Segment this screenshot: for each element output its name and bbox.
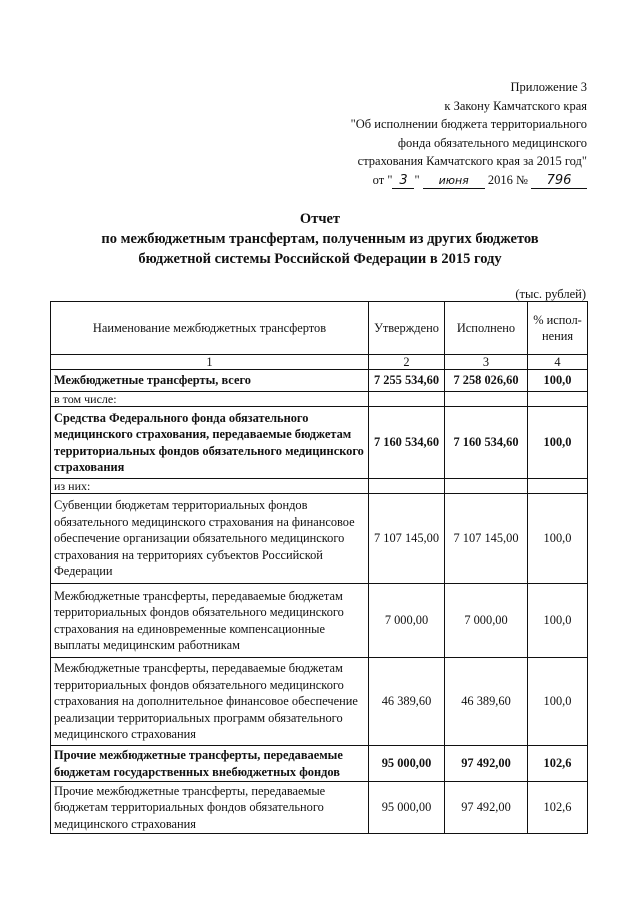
row-executed: 97 492,00	[445, 746, 528, 782]
table-row	[51, 494, 588, 584]
row-executed: 7 107 145,00	[445, 494, 528, 584]
row-approved: 7 160 534,60	[369, 407, 445, 479]
handwritten-day: 3	[399, 172, 408, 188]
table-row	[51, 584, 588, 658]
row-executed: 7 258 026,60	[445, 370, 528, 392]
title-line-1: Отчет	[299, 211, 341, 227]
table-row	[51, 746, 588, 782]
row-name: в том числе:	[51, 392, 369, 407]
column-number: 1	[51, 355, 369, 370]
table-row	[51, 782, 588, 834]
row-name: Межбюджетные трансферты, передаваемые бюджетам территориальных фондов обязательного медицинского страхования на дополнительное финансовое обеспечение реализации территориальных программ обязательного медицинского страхования	[51, 658, 369, 746]
row-percent: 100,0	[528, 584, 588, 658]
header-approved: Утверждено	[369, 302, 445, 355]
row-percent: 100,0	[528, 494, 588, 584]
row-executed: 7 160 534,60	[445, 407, 528, 479]
appendix-line: страхования Камчатского края за 2015 год"	[357, 154, 587, 168]
row-percent: 102,6	[528, 782, 588, 834]
date-prefix: от "	[372, 172, 393, 187]
row-executed: 97 492,00	[445, 782, 528, 834]
handwritten-number: 796	[546, 172, 572, 188]
row-approved: 95 000,00	[369, 746, 445, 782]
row-percent: 100,0	[528, 370, 588, 392]
report-title	[0, 209, 640, 269]
row-name: Межбюджетные трансферты, передаваемые бюджетам территориальных фондов обязательного медицинского страхования на единовременные компенсационные выплаты медицинским работникам	[51, 584, 369, 658]
column-number: 2	[369, 355, 445, 370]
row-name: из них:	[51, 479, 369, 494]
column-number: 4	[528, 355, 588, 370]
handwritten-month: июня	[438, 173, 469, 187]
table-row	[51, 658, 588, 746]
appendix-line: "Об исполнении бюджета территориального	[350, 117, 587, 131]
column-number: 3	[445, 355, 528, 370]
date-quote: "	[414, 172, 420, 187]
table-row	[51, 392, 588, 407]
header-name: Наименование межбюджетных трансфертов	[51, 302, 369, 355]
year-label: 2016 №	[487, 172, 528, 187]
appendix-block	[351, 78, 587, 189]
transfers-table	[50, 301, 588, 834]
row-name: Средства Федерального фонда обязательного медицинского страхования, передаваемые бюджетам территориальных фондов обязательного медицинского страхования	[51, 407, 369, 479]
row-name: Субвенции бюджетам территориальных фондов обязательного медицинского страхования на финансовое обеспечение организации обязательного медицинского страхования на территориях субъектов Российской Федерации	[51, 494, 369, 584]
row-name: Прочие межбюджетные трансферты, передаваемые бюджетам территориальных фондов обязательного медицинского страхования	[51, 782, 369, 834]
row-percent: 100,0	[528, 407, 588, 479]
header-percent: % испол-нения	[528, 302, 588, 355]
column-number-row	[51, 355, 588, 370]
row-executed: 46 389,60	[445, 658, 528, 746]
header-row	[51, 302, 588, 355]
title-line-2: по межбюджетным трансфертам, полученным из других бюджетов	[101, 231, 539, 247]
row-name: Прочие межбюджетные трансферты, передаваемые бюджетам государственных внебюджетных фондов	[51, 746, 369, 782]
units-label: (тыс. рублей)	[515, 287, 586, 301]
row-approved: 7 255 534,60	[369, 370, 445, 392]
row-percent: 100,0	[528, 658, 588, 746]
table-row	[51, 479, 588, 494]
row-name: Межбюджетные трансферты, всего	[51, 370, 369, 392]
row-approved: 7 107 145,00	[369, 494, 445, 584]
law-date-line	[351, 171, 587, 190]
header-executed: Исполнено	[445, 302, 528, 355]
row-approved: 46 389,60	[369, 658, 445, 746]
table-row	[51, 370, 588, 392]
title-line-3: бюджетной системы Российской Федерации в 2015 году	[138, 251, 502, 267]
row-approved: 95 000,00	[369, 782, 445, 834]
appendix-line: фонда обязательного медицинского	[397, 135, 587, 150]
row-approved: 7 000,00	[369, 584, 445, 658]
appendix-line: к Закону Камчатского края	[444, 98, 587, 113]
appendix-line: Приложение 3	[510, 80, 587, 94]
table-row	[51, 407, 588, 479]
row-executed: 7 000,00	[445, 584, 528, 658]
row-percent: 102,6	[528, 746, 588, 782]
